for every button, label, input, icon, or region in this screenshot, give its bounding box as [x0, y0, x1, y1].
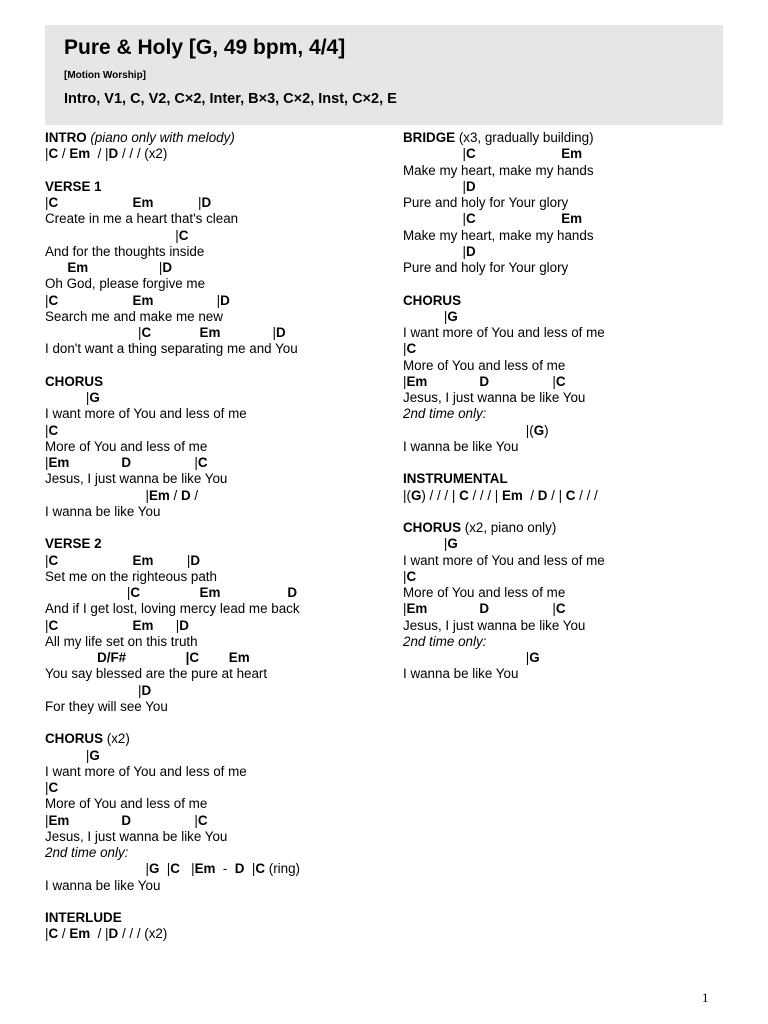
line-text: | [45, 585, 131, 600]
song-section [45, 374, 390, 520]
bold-text: VERSE 2 [45, 536, 102, 552]
sheet-line [403, 634, 733, 650]
sheet-line [45, 439, 390, 455]
bold-text: Em [69, 926, 91, 942]
line-text: (x2) [103, 731, 130, 747]
line-text: | [175, 617, 180, 633]
sheet-line [403, 293, 733, 309]
sheet-line [403, 439, 733, 455]
bold-text: G [533, 422, 545, 438]
line-text: | [158, 260, 163, 275]
sheet-line [45, 634, 390, 650]
bold-text: G [148, 861, 160, 877]
sheet-line [403, 244, 733, 260]
bold-text: D [190, 552, 201, 568]
bold-text: Em D [48, 455, 195, 470]
song-title: Pure & Holy [G, 49 bpm, 4/4] [64, 36, 346, 59]
sheet-line [45, 569, 390, 585]
bold-text: CHORUS [403, 292, 462, 308]
line-text: | [552, 601, 556, 617]
line-text: Make my heart, make my hands [403, 162, 594, 178]
sheet-line [403, 406, 733, 422]
sheet-line [45, 244, 390, 260]
bold-text: G [447, 308, 458, 324]
bold-text: Em D [48, 812, 195, 828]
italic-text: 2nd time only: [403, 633, 487, 649]
bold-text: C [48, 146, 59, 162]
bold-text: G [447, 536, 458, 552]
sheet-line [403, 618, 733, 634]
bold-text: Em D [406, 601, 553, 617]
sheet-line [45, 699, 390, 715]
line-text: I wanna be like You [45, 877, 161, 893]
bold-text: C Em [48, 292, 217, 308]
line-text: Search me and make me new [45, 308, 223, 324]
sheet-line [403, 536, 733, 552]
bold-text: C [197, 455, 208, 470]
sheet-line [45, 228, 390, 244]
bold-text: C [406, 568, 417, 584]
italic-text: 2nd time only: [45, 845, 129, 860]
sheet-line [45, 341, 390, 357]
bold-text: C Em [48, 195, 199, 210]
bold-text: C Em [48, 617, 176, 633]
line-text: All my life set on this truth [45, 633, 198, 649]
sheet-line [403, 601, 733, 617]
song-section [45, 536, 390, 715]
line-text: I want more of You and less of me [45, 406, 247, 422]
sheet-line [45, 260, 390, 276]
bold-text: G [410, 487, 422, 503]
song-structure: Intro, V1, C, V2, C×2, Inter, B×3, C×2, Inst, C×2, E [64, 91, 397, 107]
line-text: | [403, 178, 467, 194]
sheet-line [403, 488, 733, 504]
bold-text: D [220, 292, 230, 308]
line-text: | [198, 195, 202, 210]
bold-text: D [108, 926, 119, 942]
chord-sheet-column-right [403, 130, 733, 699]
sheet-line [45, 374, 390, 390]
line-text: I wanna be like You [403, 438, 519, 454]
line-text: | [216, 292, 221, 308]
line-text: | [45, 227, 179, 243]
line-text: More of You and less of me [45, 796, 208, 812]
bold-text: C Em [466, 146, 583, 162]
line-text: / | [547, 487, 566, 503]
bold-text: INTRO [45, 130, 87, 145]
sheet-line [45, 910, 390, 926]
line-text: |( [403, 487, 411, 503]
line-text: |( [403, 422, 534, 438]
sheet-line [45, 845, 390, 861]
sheet-line [403, 374, 733, 390]
bold-text: Em [45, 260, 159, 275]
line-text: | [45, 617, 49, 633]
bold-text: D [108, 146, 119, 162]
sheet-line [45, 195, 390, 211]
bold-text: G [89, 747, 100, 763]
sheet-line [403, 260, 733, 276]
sheet-line [45, 796, 390, 812]
line-text: | [159, 861, 171, 877]
bold-text: CHORUS [45, 373, 104, 389]
bold-text: Em D [406, 373, 553, 389]
line-text: And if I get lost, loving mercy lead me back [45, 601, 300, 617]
bold-text: C [255, 861, 266, 877]
sheet-line [403, 325, 733, 341]
sheet-line [45, 780, 390, 796]
bold-text: Em [502, 487, 523, 503]
sheet-line [45, 130, 390, 146]
line-text: | [403, 146, 467, 162]
line-text: For they will see You [45, 698, 168, 714]
bold-text: VERSE 1 [45, 178, 102, 194]
sheet-line [45, 650, 390, 666]
line-text: I want more of You and less of me [45, 763, 247, 779]
sheet-line [45, 878, 390, 894]
line-text: | [194, 455, 198, 470]
bold-text: D [201, 195, 212, 210]
sheet-line [45, 601, 390, 617]
bold-text: D [466, 243, 476, 259]
bold-text: D [275, 325, 286, 340]
sheet-line [45, 325, 390, 341]
line-text: Pure and holy for Your glory [403, 260, 569, 275]
bold-text: D [537, 487, 548, 503]
bold-text: G [529, 650, 540, 665]
sheet-line [45, 829, 390, 845]
line-text: ) / / / | [421, 487, 460, 503]
line-text: / [190, 487, 199, 503]
line-text: | [272, 325, 276, 340]
sheet-line [45, 471, 390, 487]
line-text: | [552, 373, 556, 389]
sheet-line [403, 228, 733, 244]
line-text: | [45, 195, 49, 210]
sheet-line [403, 309, 733, 325]
line-text: I don't want a thing separating me and You [45, 341, 298, 357]
line-text: (x2, piano only) [461, 520, 557, 535]
line-text: (ring) [265, 861, 301, 877]
line-text: Jesus, I just wanna be like You [45, 471, 228, 487]
sheet-line [45, 536, 390, 552]
line-text: Create in me a heart that's clean [45, 211, 239, 227]
line-text: Set me on the righteous path [45, 568, 217, 584]
line-text: More of You and less of me [403, 357, 566, 373]
bold-text: C Em D [130, 585, 297, 600]
sheet-line [403, 569, 733, 585]
bold-text: D/F# |C Em [45, 650, 250, 665]
italic-text: (piano only with melody) [90, 130, 235, 145]
sheet-line [45, 276, 390, 292]
line-text: Jesus, I just wanna be like You [403, 617, 586, 633]
line-text: | [403, 650, 530, 665]
line-text: | [45, 455, 49, 470]
song-section [45, 130, 390, 163]
line-text: | [45, 390, 90, 405]
bold-text: Em [194, 861, 216, 877]
song-section [403, 293, 733, 456]
sheet-line [45, 585, 390, 601]
sheet-line [45, 488, 390, 504]
sheet-line [403, 146, 733, 162]
sheet-line [45, 764, 390, 780]
bold-text: C [48, 926, 59, 942]
sheet-line [45, 553, 390, 569]
bold-text: C [170, 861, 180, 877]
line-text: You say blessed are the pure at heart [45, 666, 268, 682]
line-text: / / / | [468, 487, 502, 503]
sheet-line [45, 455, 390, 471]
sheet-line [45, 861, 390, 877]
line-text: | [403, 536, 448, 552]
bold-text: G [89, 390, 100, 405]
sheet-line [45, 293, 390, 309]
line-text: Make my heart, make my hands [403, 227, 594, 243]
sheet-line [403, 390, 733, 406]
line-text: | [45, 292, 49, 308]
sheet-line [45, 423, 390, 439]
sheet-line [403, 163, 733, 179]
bold-text: Em [69, 146, 91, 162]
song-section [45, 731, 390, 894]
line-text: | [45, 552, 49, 568]
bold-text: INTERLUDE [45, 910, 122, 925]
bold-text: D [234, 861, 245, 877]
line-text: | [403, 308, 448, 324]
bold-text: INSTRUMENTAL [403, 471, 508, 487]
line-text: | [403, 568, 407, 584]
line-text: More of You and less of me [45, 438, 208, 454]
sheet-line [403, 585, 733, 601]
line-text: | [45, 682, 142, 698]
sheet-line [403, 211, 733, 227]
sheet-line [403, 553, 733, 569]
bold-text: Em [148, 487, 170, 503]
line-text: | [403, 601, 407, 617]
line-text: / | [90, 146, 109, 162]
song-section [403, 471, 733, 504]
sheet-line [45, 683, 390, 699]
bold-text: C [48, 780, 59, 795]
bold-text: C [197, 812, 208, 828]
sheet-line [403, 130, 733, 146]
song-section [403, 520, 733, 683]
bold-text: C [555, 601, 566, 617]
line-text: (x3, gradually building) [455, 130, 594, 145]
song-section [45, 179, 390, 358]
bold-text: D [141, 682, 152, 698]
line-text: Jesus, I just wanna be like You [403, 390, 586, 405]
line-text: | [194, 812, 198, 828]
sheet-line [45, 504, 390, 520]
bold-text: C [459, 487, 469, 503]
line-text: | [45, 861, 149, 877]
line-text: | [186, 552, 191, 568]
sheet-line [403, 423, 733, 439]
italic-text: 2nd time only: [403, 406, 487, 422]
line-text: I wanna be like You [45, 503, 161, 519]
line-text: Jesus, I just wanna be like You [45, 828, 228, 844]
song-section [403, 130, 733, 276]
line-text: | [45, 747, 90, 763]
line-text: / | [90, 926, 109, 942]
sheet-line [45, 926, 390, 942]
sheet-line [45, 813, 390, 829]
bold-text: C Em [48, 552, 187, 568]
bold-text: D [180, 487, 191, 503]
line-text: / / / (x2) [118, 146, 168, 162]
line-text: And for the thoughts inside [45, 243, 205, 259]
line-text: | [179, 861, 195, 877]
line-text: | [45, 146, 49, 162]
page-number: 1 [702, 990, 709, 1005]
line-text: / [522, 487, 538, 503]
line-text: / [58, 146, 70, 162]
song-section [45, 910, 390, 943]
line-text: | [45, 422, 49, 438]
sheet-line [45, 748, 390, 764]
line-text: | [45, 926, 49, 942]
bold-text: C Em [466, 211, 583, 227]
chord-sheet-column-left [45, 130, 390, 959]
bold-text: CHORUS [403, 520, 462, 535]
sheet-line [403, 179, 733, 195]
sheet-line [45, 666, 390, 682]
line-text: - [215, 861, 235, 877]
line-text: | [403, 211, 467, 227]
line-text: More of You and less of me [403, 585, 566, 600]
sheet-line [45, 211, 390, 227]
line-text: | [45, 812, 49, 828]
line-text: I wanna be like You [403, 666, 519, 682]
line-text: | [45, 780, 49, 795]
line-text: / [169, 487, 181, 503]
bold-text: C [565, 487, 576, 503]
line-text: I want more of You and less of me [403, 552, 605, 568]
bold-text: D [162, 260, 173, 275]
sheet-line [45, 406, 390, 422]
line-text: I want more of You and less of me [403, 325, 605, 340]
line-text: / [58, 926, 70, 942]
line-text: | [403, 373, 407, 389]
sheet-line [403, 358, 733, 374]
sheet-line [45, 146, 390, 162]
sheet-line [45, 390, 390, 406]
sheet-line [403, 520, 733, 536]
sheet-line [45, 179, 390, 195]
line-text: Oh God, please forgive me [45, 276, 206, 292]
bold-text: C [406, 341, 417, 357]
bold-text: C [178, 227, 189, 243]
line-text: | [45, 487, 149, 503]
song-header [45, 25, 723, 125]
sheet-line [403, 471, 733, 487]
sheet-line [45, 618, 390, 634]
line-text: / / / (x2) [118, 926, 168, 942]
bold-text: BRIDGE [403, 130, 456, 145]
sheet-line [45, 309, 390, 325]
line-text: Pure and holy for Your glory [403, 195, 569, 210]
sheet-line [403, 341, 733, 357]
line-text: | [403, 243, 467, 259]
line-text: | [244, 861, 256, 877]
bold-text: D [179, 617, 189, 633]
sheet-line [45, 731, 390, 747]
line-text: | [45, 325, 142, 340]
line-text: / / / [575, 487, 598, 503]
bold-text: C Em [141, 325, 273, 340]
line-text: | [403, 341, 407, 357]
bold-text: D [466, 178, 476, 194]
sheet-line [403, 195, 733, 211]
line-text: ) [544, 422, 549, 438]
sheet-line [403, 666, 733, 682]
artist-label: [Motion Worship] [64, 70, 147, 81]
bold-text: C [48, 422, 59, 438]
bold-text: CHORUS [45, 731, 104, 747]
bold-text: C [555, 373, 566, 389]
sheet-line [403, 650, 733, 666]
